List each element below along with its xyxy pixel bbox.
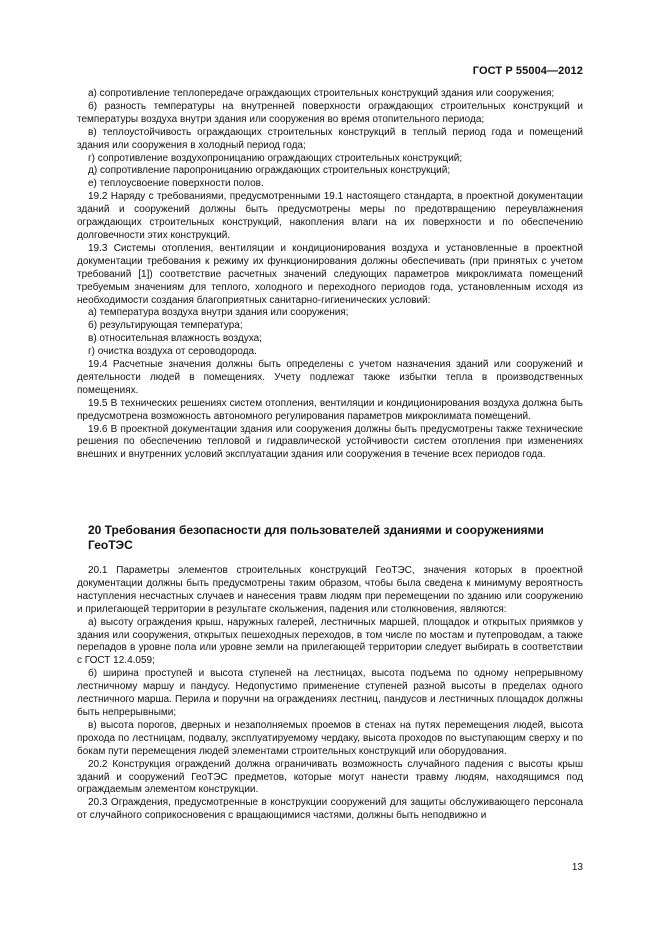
paragraph-item-a: а) сопротивление теплопередаче ограждающих строительных конструкций здания или сооружения;	[88, 88, 555, 99]
paragraph-19-6: 19.6 В проектной документации здания или сооружения должны быть предусмотрены также технические решения по обеспечению тепловой и гидравлической устойчивости систем отопления при изменениях внешних и внутренних условий эксплуатации здания или сооружения в течение всех периодов года.	[77, 423, 583, 461]
text-block-upper	[77, 88, 583, 462]
paragraph-19-3-v: в) относительная влажность воздуха;	[88, 333, 262, 345]
paragraph-19-5: 19.5 В технических решениях систем отопления, вентиляции и кондиционирования воздуха должна быть предусмотрена возможность автономного регулирования параметров микроклимата помещений.	[77, 397, 583, 422]
paragraph-20-1-a: а) высоту ограждения крыш, наружных галерей, лестничных маршей, площадок и открытых приямков у здания или сооружения, открытых пешеходных переходов, в том числе по мостам и путепроводам, а также перепадов в уровне пола или уровне земли на прилегающей территории следует выбирать в соответствии с ГОСТ 12.4.059;	[77, 616, 583, 667]
paragraph-19-3-b: б) результирующая температура;	[88, 320, 243, 332]
paragraph-item-v: в) теплоустойчивость ограждающих строительных конструкций в теплый период года и помещений здания или сооружения в холодный период года;	[77, 126, 583, 151]
paragraph-19-3-g: г) очистка воздуха от сероводорода.	[88, 346, 257, 358]
paragraph-20-1-v: в) высота порогов, дверных и незаполняемых проемов в стенах на путях перемещения людей, высота прохода по лестницам, подвалу, эксплуатируемому чердаку, высота проходов по выступающим сверху и по бокам пути перемещения людей элементами строительных конструкций или оборудования.	[77, 719, 583, 757]
text-block-lower	[77, 565, 583, 823]
paragraph-19-4: 19.4 Расчетные значения должны быть определены с учетом назначения зданий или сооружений и деятельности людей в помещениях. Учету подлежат также избытки тепла в производственных помещениях.	[77, 359, 583, 396]
paragraph-20-2: 20.2 Конструкция ограждений должна ограничивать возможность случайного падения с высоты крыш зданий и сооружений ГеоТЭС предметов, которые могут нанести травму людям, находящимся под ограждаемым элементом конструкции.	[77, 758, 583, 796]
paragraph-19-3-a: а) температура воздуха внутри здания или сооружения;	[88, 307, 349, 319]
paragraph-item-b: б) разность температуры на внутренней поверхности ограждающих строительных конструкций и температуры воздуха внутри здания или сооружения во время отопительного периода;	[77, 100, 583, 125]
paragraph-item-e: е) теплоусвоение поверхности полов.	[88, 178, 264, 190]
paragraph-20-1-b: б) ширина проступей и высота ступеней на лестницах, высота подъема по одному непрерывному лестничному маршу и пандусу. Недопустимо применение ступеней разной высоты в пределах одного лестничного марша. Перила и поручни на ограждениях лестниц, пандусов и лестничных площадок должны быть непрерывными;	[77, 668, 583, 718]
paragraph-19-2: 19.2 Наряду с требованиями, предусмотренными 19.1 настоящего стандарта, в проектной документации зданий и сооружений должны быть предусмотрены меры по предотвращению переувлажнения ограждающих строительных конструкций, накопления влаги на их поверхности и по обеспечению долговечности этих конструкций.	[77, 191, 583, 241]
section-title: 20 Требования безопасности для пользователей зданиями и сооружениями ГеоТЭС	[88, 523, 544, 552]
page-number: 13	[571, 862, 583, 873]
document-code: ГОСТ Р 55004—2012	[472, 65, 583, 77]
paragraph-19-3: 19.3 Системы отопления, вентиляции и кондиционирования воздуха и установленные в проектной документации требования к режиму их функционирования должны обеспечивать (при принятых с учетом требований [1]) соответствие расчетных значений следующих параметров микроклимата помещений требуемым значениям для теплого, холодного и переходного периодов года, установленным исходя из необходимости создания благоприятных санитарно-гигиенических условий:	[77, 242, 583, 306]
paragraph-item-g: г) сопротивление воздухопроницанию ограждающих строительных конструкций;	[88, 152, 463, 164]
paragraph-20-3: 20.3 Ограждения, предусмотренные в конструкции сооружений для защиты обслуживающего персонала от случайного соприкосновения с вращающимися частями, должны быть неподвижно и	[77, 797, 583, 822]
paragraph-item-d: д) сопротивление паропроницанию ограждающих строительных конструкций;	[88, 165, 451, 177]
paragraph-20-1: 20.1 Параметры элементов строительных конструкций ГеоТЭС, значения которых в проектной документации должны быть предусмотрены таким образом, чтобы была сведена к минимуму вероятность наступления несчастных случаев и нанесения травм людям при перемещении по зданию или сооружению и прилегающей территории в результате скольжения, падения или столкновения, являются:	[77, 565, 583, 615]
